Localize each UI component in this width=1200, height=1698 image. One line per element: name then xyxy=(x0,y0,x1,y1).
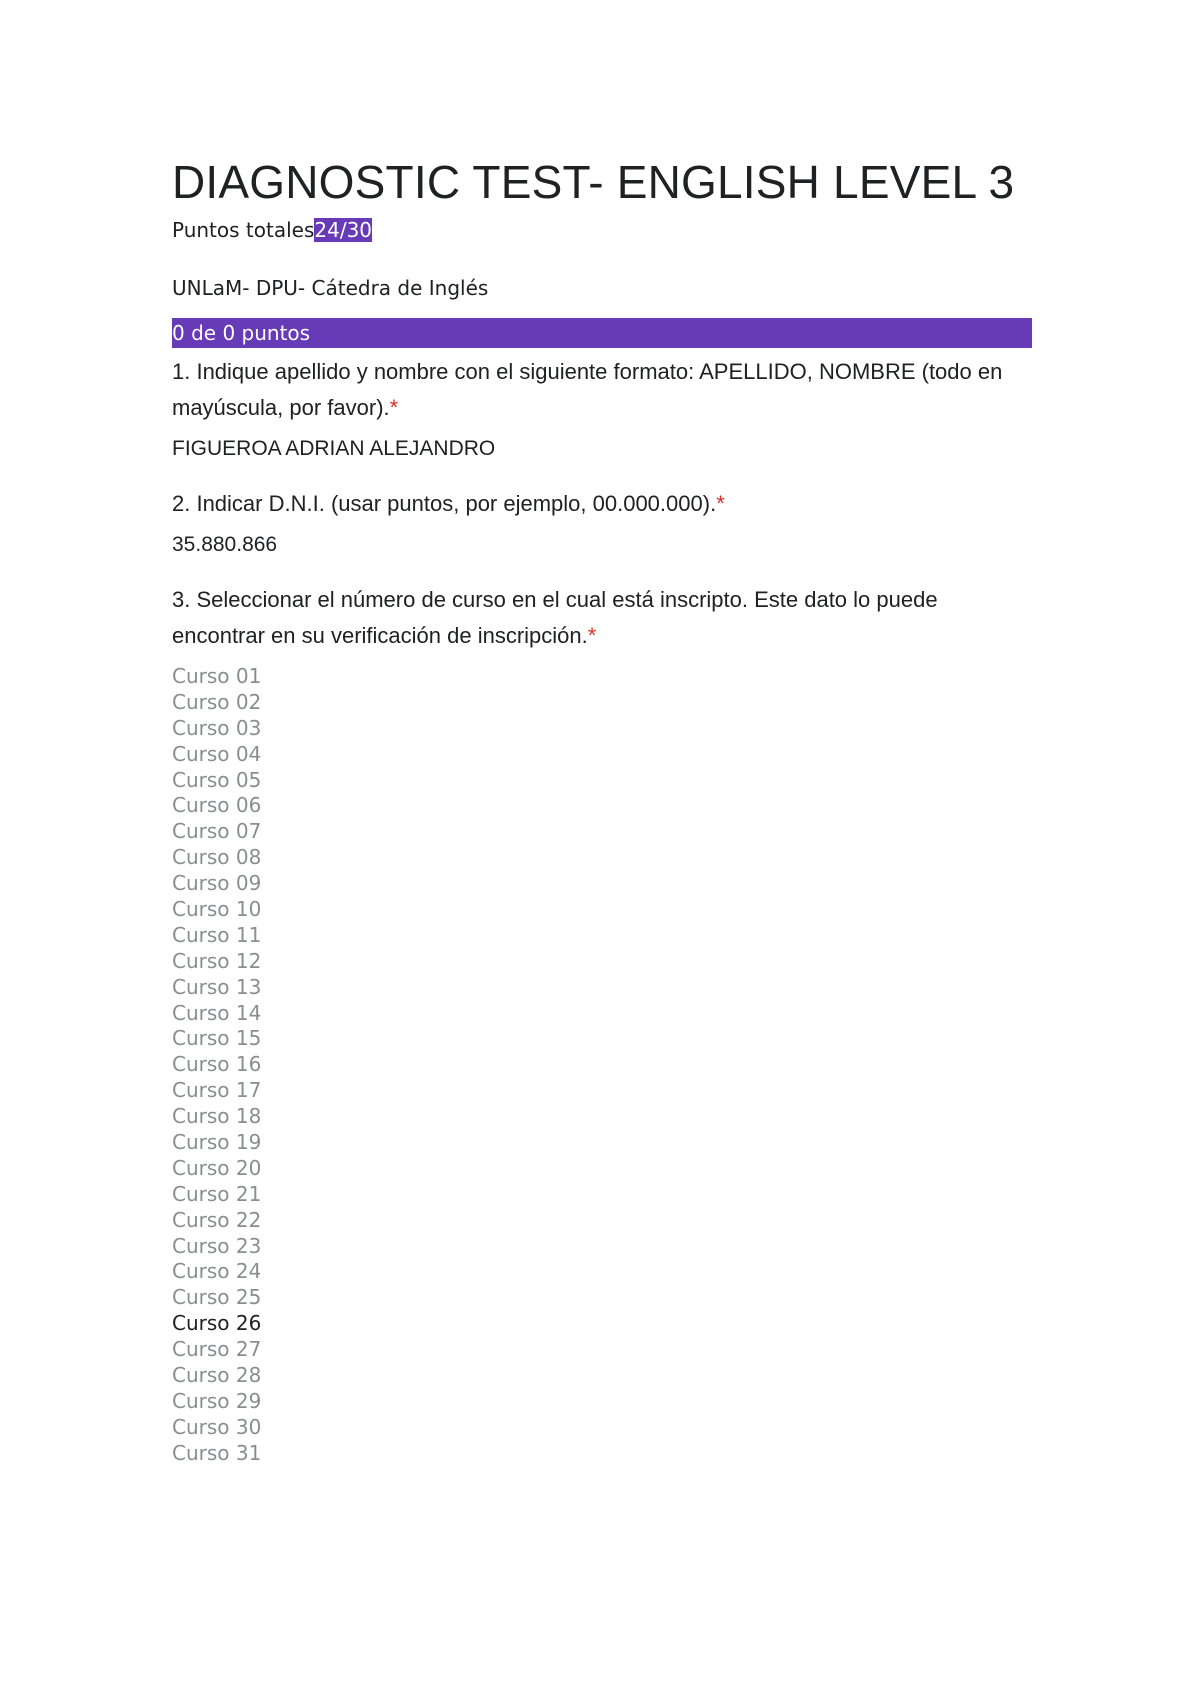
course-option: Curso 04 xyxy=(172,741,262,766)
total-points-score: 24/30 xyxy=(314,218,373,242)
course-option: Curso 05 xyxy=(172,767,262,792)
required-asterisk: * xyxy=(389,395,399,420)
course-option: Curso 23 xyxy=(172,1233,262,1258)
form-title: DIAGNOSTIC TEST- ENGLISH LEVEL 3 xyxy=(172,156,1015,208)
course-option: Curso 01 xyxy=(172,664,262,688)
course-option: Curso 15 xyxy=(172,1026,262,1051)
course-option: Curso 22 xyxy=(172,1207,262,1232)
course-option: Curso 09 xyxy=(172,871,262,896)
course-option: Curso 02 xyxy=(172,689,262,714)
course-option: Curso 16 xyxy=(172,1052,262,1077)
answer-2: 35.880.866 xyxy=(172,533,278,556)
section-points-bar: 0 de 0 puntos xyxy=(172,318,1032,348)
form-response-page xyxy=(172,150,1032,1467)
answer-1: FIGUEROA ADRIAN ALEJANDRO xyxy=(172,437,496,460)
question-2-text: 2. Indicar D.N.I. (usar puntos, por ejemplo, 00.000.000). xyxy=(172,491,717,516)
total-points-line xyxy=(172,216,1032,244)
question-1 xyxy=(172,354,1032,426)
total-points-label: Puntos totales xyxy=(172,218,315,242)
question-3 xyxy=(172,582,1032,654)
course-option: Curso 07 xyxy=(172,819,262,844)
course-option: Curso 20 xyxy=(172,1155,262,1180)
question-2 xyxy=(172,486,1032,522)
course-option: Curso 12 xyxy=(172,948,262,973)
course-option: Curso 08 xyxy=(172,845,262,870)
course-option: Curso 18 xyxy=(172,1104,262,1129)
course-option-selected: Curso 26 xyxy=(172,1311,262,1336)
course-option: Curso 25 xyxy=(172,1285,262,1310)
course-option: Curso 31 xyxy=(172,1440,262,1465)
course-option: Curso 30 xyxy=(172,1414,262,1439)
form-description: UNLaM- DPU- Cátedra de Inglés xyxy=(172,276,489,300)
course-option: Curso 27 xyxy=(172,1337,262,1362)
course-option: Curso 10 xyxy=(172,897,262,922)
course-option: Curso 29 xyxy=(172,1388,262,1413)
course-option: Curso 28 xyxy=(172,1363,262,1388)
course-option: Curso 19 xyxy=(172,1130,262,1155)
course-option: Curso 13 xyxy=(172,974,262,999)
course-option: Curso 03 xyxy=(172,715,262,740)
course-option: Curso 06 xyxy=(172,793,262,818)
course-option: Curso 17 xyxy=(172,1078,262,1103)
course-option: Curso 21 xyxy=(172,1181,262,1206)
required-asterisk: * xyxy=(587,623,597,648)
required-asterisk: * xyxy=(716,491,725,516)
question-3-text: 3. Seleccionar el número de curso en el cual está inscripto. Este dato lo puede encontrar en su verificación de inscripción. xyxy=(172,587,938,648)
question-1-text: 1. Indique apellido y nombre con el siguiente formato: APELLIDO, NOMBRE (todo en mayúscula, por favor). xyxy=(172,359,1003,420)
course-options-list xyxy=(172,664,1032,1467)
course-option: Curso 24 xyxy=(172,1259,262,1284)
course-option: Curso 14 xyxy=(172,1000,262,1025)
course-option: Curso 11 xyxy=(172,922,262,947)
